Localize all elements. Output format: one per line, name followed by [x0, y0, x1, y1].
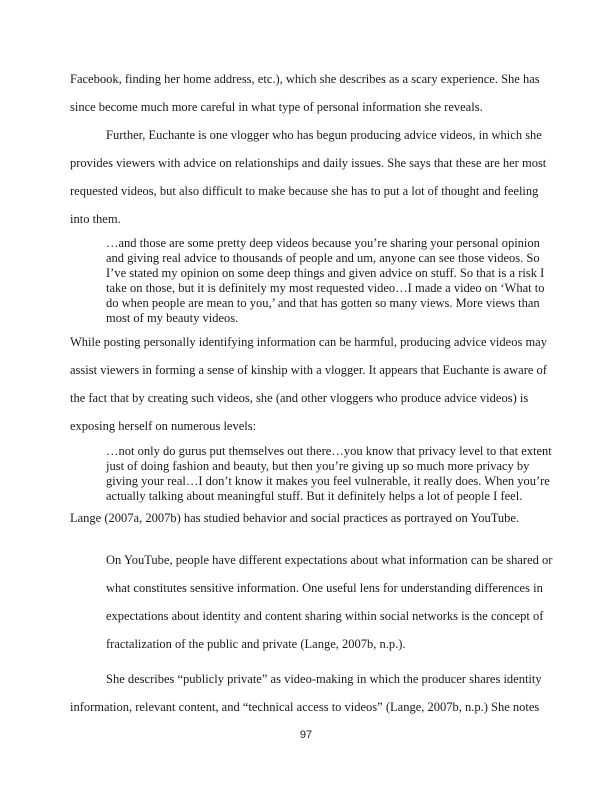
text-line: Facebook, finding her home address, etc.), which she describes as a scary experience. She has: [70, 72, 540, 86]
text-line: actually talking about meaningful stuff. But it definitely helps a lot of people I feel.: [106, 489, 523, 503]
text-line: take on those, but it is definitely my most requested video…I made a video on ‘What to: [106, 281, 545, 295]
text-line: into them.: [70, 212, 121, 226]
text-line: provides viewers with advice on relationships and daily issues. She says that these are her most: [70, 156, 547, 170]
text-line: assist viewers in forming a sense of kinship with a vlogger. It appears that Euchante is aware of: [70, 363, 547, 377]
text-line: exposing herself on numerous levels:: [70, 419, 257, 433]
text-line: Lange (2007a, 2007b) has studied behavior and social practices as portrayed on YouTube.: [70, 511, 520, 525]
page-number: 97: [299, 729, 313, 741]
paragraph: [70, 121, 560, 233]
text-line: She describes “publicly private” as video-making in which the producer shares identity: [106, 672, 542, 686]
text-line: just of doing fashion and beauty, but then you’re giving up so much more privacy by: [106, 459, 530, 473]
text-line: While posting personally identifying information can be harmful, producing advice videos may: [70, 335, 547, 349]
text-line: expectations about identity and content sharing within social networks is the concept of: [106, 609, 544, 623]
text-line: requested videos, but also difficult to make because she has to put a lot of thought and feeling: [70, 184, 539, 198]
block-quote: [106, 236, 560, 326]
paragraph: [70, 504, 560, 532]
paragraph: [70, 65, 560, 121]
text-line: …and those are some pretty deep videos because you’re sharing your personal opinion: [106, 236, 540, 250]
text-line: I’ve stated my opinion on some deep things and given advice on stuff. So that is a risk I: [106, 266, 545, 280]
text-line: On YouTube, people have different expectations about what information can be shared or: [106, 553, 553, 567]
block-quote: [106, 444, 560, 504]
block-quote: [106, 546, 560, 658]
page-content: [70, 65, 560, 721]
text-line: …not only do gurus put themselves out there…you know that privacy level to that extent: [106, 444, 552, 458]
text-line: what constitutes sensitive information. One useful lens for understanding differences in: [106, 581, 543, 595]
text-line: and giving real advice to thousands of people and um, anyone can see those videos. So: [106, 251, 540, 265]
text-line: the fact that by creating such videos, she (and other vloggers who produce advice videos) is: [70, 391, 529, 405]
text-line: since become much more careful in what type of personal information she reveals.: [70, 100, 483, 114]
text-line: giving your real…I don’t know it makes you feel vulnerable, it really does. When you’re: [106, 474, 550, 488]
paragraph: [70, 328, 560, 440]
text-line: Further, Euchante is one vlogger who has begun producing advice videos, in which she: [106, 128, 542, 142]
text-line: most of my beauty videos.: [106, 311, 239, 325]
paragraph: [70, 665, 560, 721]
text-line: information, relevant content, and “technical access to videos” (Lange, 2007b, n.p.) She notes: [70, 700, 540, 714]
text-line: fractalization of the public and private (Lange, 2007b, n.p.).: [106, 637, 406, 651]
text-line: do when people are mean to you,’ and that has gotten so many views. More views than: [106, 296, 540, 310]
